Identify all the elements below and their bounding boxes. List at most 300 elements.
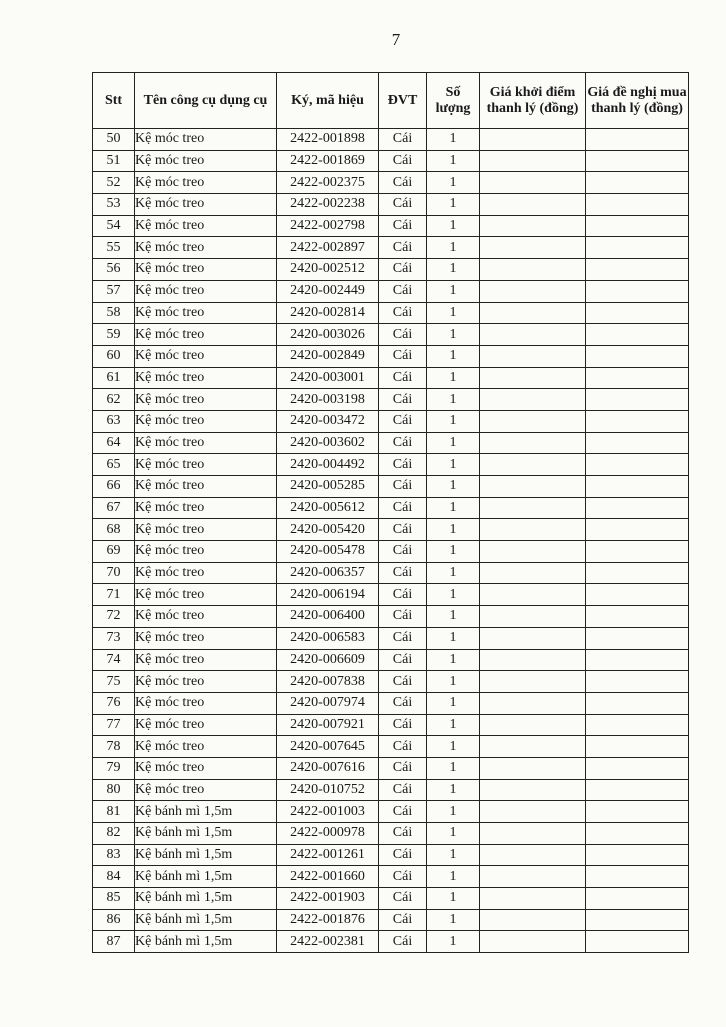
cell-unit: Cái — [379, 714, 427, 736]
cell-unit: Cái — [379, 410, 427, 432]
cell-proposed-price — [586, 519, 689, 541]
cell-proposed-price — [586, 801, 689, 823]
table-row — [93, 194, 689, 216]
cell-proposed-price — [586, 259, 689, 281]
cell-qty: 1 — [427, 345, 480, 367]
cell-qty: 1 — [427, 497, 480, 519]
table-row — [93, 302, 689, 324]
table-row — [93, 823, 689, 845]
cell-start-price — [480, 909, 586, 931]
header-start-price: Giá khởi điểm thanh lý (đồng) — [480, 73, 586, 129]
cell-proposed-price — [586, 692, 689, 714]
cell-unit: Cái — [379, 302, 427, 324]
cell-code: 2420-004492 — [277, 454, 379, 476]
cell-name: Kệ móc treo — [135, 410, 277, 432]
cell-start-price — [480, 692, 586, 714]
cell-start-price — [480, 302, 586, 324]
table-row — [93, 345, 689, 367]
cell-start-price — [480, 215, 586, 237]
cell-stt: 83 — [93, 844, 135, 866]
cell-stt: 76 — [93, 692, 135, 714]
cell-qty: 1 — [427, 757, 480, 779]
cell-code: 2422-002375 — [277, 172, 379, 194]
cell-unit: Cái — [379, 497, 427, 519]
cell-proposed-price — [586, 714, 689, 736]
cell-code: 2420-003602 — [277, 432, 379, 454]
table-row — [93, 866, 689, 888]
cell-start-price — [480, 367, 586, 389]
cell-unit: Cái — [379, 888, 427, 910]
table-row — [93, 844, 689, 866]
cell-start-price — [480, 671, 586, 693]
cell-name: Kệ móc treo — [135, 606, 277, 628]
cell-stt: 73 — [93, 627, 135, 649]
cell-name: Kệ bánh mì 1,5m — [135, 888, 277, 910]
cell-stt: 85 — [93, 888, 135, 910]
cell-code: 2420-007616 — [277, 757, 379, 779]
cell-name: Kệ móc treo — [135, 389, 277, 411]
cell-code: 2422-002798 — [277, 215, 379, 237]
cell-proposed-price — [586, 150, 689, 172]
cell-proposed-price — [586, 584, 689, 606]
cell-qty: 1 — [427, 562, 480, 584]
table-row — [93, 476, 689, 498]
cell-unit: Cái — [379, 476, 427, 498]
cell-start-price — [480, 562, 586, 584]
cell-stt: 56 — [93, 259, 135, 281]
cell-unit: Cái — [379, 649, 427, 671]
cell-qty: 1 — [427, 649, 480, 671]
table-row — [93, 649, 689, 671]
cell-name: Kệ móc treo — [135, 649, 277, 671]
cell-proposed-price — [586, 129, 689, 151]
cell-name: Kệ móc treo — [135, 779, 277, 801]
cell-code: 2420-005420 — [277, 519, 379, 541]
cell-stt: 69 — [93, 541, 135, 563]
cell-name: Kệ móc treo — [135, 541, 277, 563]
cell-name: Kệ móc treo — [135, 584, 277, 606]
cell-unit: Cái — [379, 194, 427, 216]
cell-code: 2420-007921 — [277, 714, 379, 736]
cell-qty: 1 — [427, 237, 480, 259]
cell-name: Kệ móc treo — [135, 757, 277, 779]
cell-code: 2420-003001 — [277, 367, 379, 389]
cell-proposed-price — [586, 324, 689, 346]
cell-name: Kệ bánh mì 1,5m — [135, 823, 277, 845]
cell-name: Kệ bánh mì 1,5m — [135, 931, 277, 953]
cell-name: Kệ móc treo — [135, 736, 277, 758]
cell-stt: 51 — [93, 150, 135, 172]
cell-qty: 1 — [427, 150, 480, 172]
cell-stt: 72 — [93, 606, 135, 628]
cell-name: Kệ bánh mì 1,5m — [135, 866, 277, 888]
cell-start-price — [480, 280, 586, 302]
table-row — [93, 736, 689, 758]
cell-proposed-price — [586, 280, 689, 302]
cell-qty: 1 — [427, 129, 480, 151]
cell-proposed-price — [586, 367, 689, 389]
cell-name: Kệ móc treo — [135, 454, 277, 476]
cell-stt: 55 — [93, 237, 135, 259]
cell-stt: 50 — [93, 129, 135, 151]
cell-unit: Cái — [379, 931, 427, 953]
cell-start-price — [480, 454, 586, 476]
cell-unit: Cái — [379, 172, 427, 194]
cell-unit: Cái — [379, 129, 427, 151]
cell-stt: 53 — [93, 194, 135, 216]
cell-qty: 1 — [427, 692, 480, 714]
cell-proposed-price — [586, 237, 689, 259]
cell-proposed-price — [586, 844, 689, 866]
cell-code: 2420-002449 — [277, 280, 379, 302]
cell-name: Kệ móc treo — [135, 562, 277, 584]
cell-proposed-price — [586, 757, 689, 779]
cell-qty: 1 — [427, 410, 480, 432]
table-row — [93, 888, 689, 910]
cell-qty: 1 — [427, 627, 480, 649]
cell-code: 2420-002849 — [277, 345, 379, 367]
cell-code: 2420-005285 — [277, 476, 379, 498]
cell-start-price — [480, 649, 586, 671]
cell-unit: Cái — [379, 779, 427, 801]
cell-start-price — [480, 519, 586, 541]
table-row — [93, 259, 689, 281]
cell-qty: 1 — [427, 801, 480, 823]
table-row — [93, 692, 689, 714]
header-proposed-price: Giá đề nghị mua thanh lý (đồng) — [586, 73, 689, 129]
cell-proposed-price — [586, 909, 689, 931]
cell-code: 2420-003472 — [277, 410, 379, 432]
cell-name: Kệ bánh mì 1,5m — [135, 909, 277, 931]
cell-proposed-price — [586, 627, 689, 649]
cell-unit: Cái — [379, 692, 427, 714]
cell-proposed-price — [586, 410, 689, 432]
cell-stt: 67 — [93, 497, 135, 519]
table-row — [93, 367, 689, 389]
cell-qty: 1 — [427, 215, 480, 237]
cell-qty: 1 — [427, 823, 480, 845]
table-row — [93, 519, 689, 541]
cell-name: Kệ móc treo — [135, 129, 277, 151]
table-row — [93, 671, 689, 693]
cell-start-price — [480, 801, 586, 823]
cell-name: Kệ móc treo — [135, 280, 277, 302]
table-row — [93, 714, 689, 736]
cell-unit: Cái — [379, 280, 427, 302]
cell-stt: 87 — [93, 931, 135, 953]
cell-proposed-price — [586, 606, 689, 628]
cell-start-price — [480, 736, 586, 758]
table-row — [93, 150, 689, 172]
cell-code: 2420-007974 — [277, 692, 379, 714]
table-row — [93, 627, 689, 649]
cell-start-price — [480, 389, 586, 411]
cell-name: Kệ móc treo — [135, 671, 277, 693]
cell-code: 2422-001003 — [277, 801, 379, 823]
cell-qty: 1 — [427, 606, 480, 628]
cell-proposed-price — [586, 823, 689, 845]
cell-proposed-price — [586, 888, 689, 910]
cell-stt: 63 — [93, 410, 135, 432]
cell-code: 2422-001876 — [277, 909, 379, 931]
cell-stt: 74 — [93, 649, 135, 671]
table-row — [93, 757, 689, 779]
header-code: Ký, mã hiệu — [277, 73, 379, 129]
cell-qty: 1 — [427, 931, 480, 953]
cell-stt: 62 — [93, 389, 135, 411]
cell-start-price — [480, 844, 586, 866]
cell-start-price — [480, 345, 586, 367]
cell-name: Kệ móc treo — [135, 627, 277, 649]
cell-unit: Cái — [379, 844, 427, 866]
cell-start-price — [480, 476, 586, 498]
cell-unit: Cái — [379, 801, 427, 823]
cell-code: 2422-002238 — [277, 194, 379, 216]
cell-name: Kệ móc treo — [135, 692, 277, 714]
cell-proposed-price — [586, 345, 689, 367]
cell-qty: 1 — [427, 259, 480, 281]
cell-qty: 1 — [427, 280, 480, 302]
cell-proposed-price — [586, 866, 689, 888]
cell-qty: 1 — [427, 844, 480, 866]
cell-proposed-price — [586, 562, 689, 584]
asset-disposal-table — [92, 72, 689, 953]
cell-unit: Cái — [379, 324, 427, 346]
cell-code: 2422-002381 — [277, 931, 379, 953]
cell-start-price — [480, 866, 586, 888]
cell-stt: 84 — [93, 866, 135, 888]
cell-name: Kệ móc treo — [135, 519, 277, 541]
cell-name: Kệ móc treo — [135, 367, 277, 389]
cell-code: 2420-006194 — [277, 584, 379, 606]
cell-unit: Cái — [379, 215, 427, 237]
cell-start-price — [480, 172, 586, 194]
table-body — [93, 129, 689, 953]
cell-qty: 1 — [427, 367, 480, 389]
cell-unit: Cái — [379, 671, 427, 693]
cell-qty: 1 — [427, 584, 480, 606]
cell-start-price — [480, 541, 586, 563]
cell-name: Kệ móc treo — [135, 150, 277, 172]
cell-start-price — [480, 194, 586, 216]
cell-start-price — [480, 757, 586, 779]
table-header-row — [93, 73, 689, 129]
cell-code: 2422-002897 — [277, 237, 379, 259]
table-row — [93, 432, 689, 454]
header-stt: Stt — [93, 73, 135, 129]
cell-start-price — [480, 931, 586, 953]
table-row — [93, 606, 689, 628]
cell-start-price — [480, 584, 586, 606]
cell-stt: 86 — [93, 909, 135, 931]
cell-name: Kệ móc treo — [135, 259, 277, 281]
cell-unit: Cái — [379, 562, 427, 584]
cell-stt: 64 — [93, 432, 135, 454]
cell-proposed-price — [586, 931, 689, 953]
cell-start-price — [480, 779, 586, 801]
cell-name: Kệ móc treo — [135, 714, 277, 736]
cell-code: 2422-000978 — [277, 823, 379, 845]
cell-proposed-price — [586, 671, 689, 693]
cell-start-price — [480, 497, 586, 519]
cell-code: 2420-003198 — [277, 389, 379, 411]
cell-qty: 1 — [427, 671, 480, 693]
cell-unit: Cái — [379, 823, 427, 845]
cell-name: Kệ móc treo — [135, 345, 277, 367]
cell-name: Kệ móc treo — [135, 237, 277, 259]
cell-proposed-price — [586, 215, 689, 237]
cell-qty: 1 — [427, 302, 480, 324]
cell-stt: 71 — [93, 584, 135, 606]
cell-name: Kệ móc treo — [135, 497, 277, 519]
table-row — [93, 541, 689, 563]
cell-stt: 79 — [93, 757, 135, 779]
cell-code: 2422-001261 — [277, 844, 379, 866]
cell-unit: Cái — [379, 736, 427, 758]
cell-code: 2420-010752 — [277, 779, 379, 801]
table-row — [93, 410, 689, 432]
cell-name: Kệ móc treo — [135, 172, 277, 194]
table-row — [93, 237, 689, 259]
cell-unit: Cái — [379, 909, 427, 931]
header-unit: ĐVT — [379, 73, 427, 129]
cell-qty: 1 — [427, 736, 480, 758]
cell-code: 2422-001903 — [277, 888, 379, 910]
cell-start-price — [480, 237, 586, 259]
cell-unit: Cái — [379, 584, 427, 606]
cell-name: Kệ móc treo — [135, 324, 277, 346]
cell-code: 2422-001660 — [277, 866, 379, 888]
cell-proposed-price — [586, 432, 689, 454]
table-row — [93, 172, 689, 194]
cell-stt: 70 — [93, 562, 135, 584]
cell-code: 2420-005612 — [277, 497, 379, 519]
cell-qty: 1 — [427, 389, 480, 411]
cell-code: 2420-003026 — [277, 324, 379, 346]
cell-start-price — [480, 823, 586, 845]
table-row — [93, 497, 689, 519]
cell-qty: 1 — [427, 909, 480, 931]
cell-stt: 61 — [93, 367, 135, 389]
cell-name: Kệ móc treo — [135, 194, 277, 216]
cell-qty: 1 — [427, 519, 480, 541]
cell-stt: 58 — [93, 302, 135, 324]
cell-stt: 52 — [93, 172, 135, 194]
cell-proposed-price — [586, 649, 689, 671]
cell-proposed-price — [586, 172, 689, 194]
cell-stt: 82 — [93, 823, 135, 845]
page-number: 7 — [391, 30, 401, 49]
cell-proposed-price — [586, 302, 689, 324]
table-row — [93, 562, 689, 584]
cell-unit: Cái — [379, 432, 427, 454]
cell-proposed-price — [586, 541, 689, 563]
cell-unit: Cái — [379, 259, 427, 281]
table-row — [93, 324, 689, 346]
cell-stt: 54 — [93, 215, 135, 237]
cell-qty: 1 — [427, 476, 480, 498]
cell-code: 2420-005478 — [277, 541, 379, 563]
cell-qty: 1 — [427, 172, 480, 194]
cell-qty: 1 — [427, 454, 480, 476]
cell-stt: 59 — [93, 324, 135, 346]
cell-code: 2420-002512 — [277, 259, 379, 281]
cell-qty: 1 — [427, 866, 480, 888]
cell-name: Kệ móc treo — [135, 302, 277, 324]
cell-unit: Cái — [379, 519, 427, 541]
cell-qty: 1 — [427, 432, 480, 454]
cell-name: Kệ móc treo — [135, 476, 277, 498]
cell-start-price — [480, 324, 586, 346]
cell-name: Kệ bánh mì 1,5m — [135, 801, 277, 823]
cell-proposed-price — [586, 454, 689, 476]
cell-start-price — [480, 150, 586, 172]
cell-proposed-price — [586, 194, 689, 216]
table-row — [93, 779, 689, 801]
cell-qty: 1 — [427, 541, 480, 563]
cell-qty: 1 — [427, 324, 480, 346]
cell-stt: 66 — [93, 476, 135, 498]
cell-name: Kệ bánh mì 1,5m — [135, 844, 277, 866]
cell-unit: Cái — [379, 345, 427, 367]
cell-proposed-price — [586, 476, 689, 498]
cell-code: 2420-006400 — [277, 606, 379, 628]
cell-qty: 1 — [427, 888, 480, 910]
cell-stt: 60 — [93, 345, 135, 367]
cell-proposed-price — [586, 779, 689, 801]
cell-code: 2422-001898 — [277, 129, 379, 151]
cell-qty: 1 — [427, 194, 480, 216]
cell-unit: Cái — [379, 237, 427, 259]
cell-stt: 57 — [93, 280, 135, 302]
table-row — [93, 280, 689, 302]
cell-code: 2420-006583 — [277, 627, 379, 649]
cell-code: 2420-006609 — [277, 649, 379, 671]
cell-start-price — [480, 432, 586, 454]
cell-code: 2420-007645 — [277, 736, 379, 758]
table-row — [93, 129, 689, 151]
cell-start-price — [480, 410, 586, 432]
cell-start-price — [480, 627, 586, 649]
table-row — [93, 909, 689, 931]
cell-start-price — [480, 888, 586, 910]
cell-stt: 81 — [93, 801, 135, 823]
cell-proposed-price — [586, 497, 689, 519]
cell-unit: Cái — [379, 627, 427, 649]
cell-code: 2420-006357 — [277, 562, 379, 584]
cell-start-price — [480, 259, 586, 281]
cell-unit: Cái — [379, 757, 427, 779]
cell-name: Kệ móc treo — [135, 432, 277, 454]
cell-stt: 77 — [93, 714, 135, 736]
cell-code: 2420-002814 — [277, 302, 379, 324]
cell-start-price — [480, 606, 586, 628]
cell-unit: Cái — [379, 367, 427, 389]
table-row — [93, 931, 689, 953]
cell-start-price — [480, 714, 586, 736]
cell-stt: 75 — [93, 671, 135, 693]
cell-unit: Cái — [379, 606, 427, 628]
cell-qty: 1 — [427, 779, 480, 801]
cell-stt: 68 — [93, 519, 135, 541]
header-name: Tên công cụ dụng cụ — [135, 73, 277, 129]
cell-unit: Cái — [379, 454, 427, 476]
cell-qty: 1 — [427, 714, 480, 736]
table-row — [93, 584, 689, 606]
cell-name: Kệ móc treo — [135, 215, 277, 237]
table-row — [93, 389, 689, 411]
cell-proposed-price — [586, 389, 689, 411]
